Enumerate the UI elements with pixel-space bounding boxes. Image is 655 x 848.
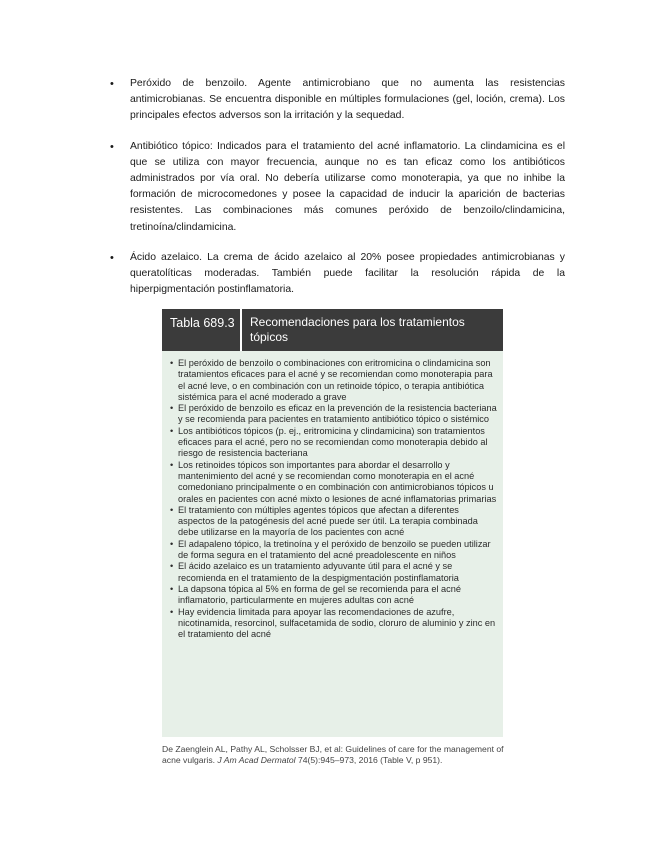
table-source-citation xyxy=(162,744,507,766)
bullet-item-benzoyl-peroxide: • Peróxido de benzoilo. Agente antimicrobiano que no aumenta las resistencias antimicrobianas. Se encuentra disponible en múltiples formulaciones (gel, loción, crema). Los principales efectos adversos son la irritación y la sequedad. xyxy=(110,76,565,125)
table-item: • El ácido azelaico es un tratamiento adyuvante útil para el acné y se recomienda en el tratamiento de la despigmentación postinflamatoria xyxy=(170,561,497,584)
bullet-item-azelaic-acid: • Ácido azelaico. La crema de ácido azelaico al 20% posee propiedades antimicrobianas y queratolíticas moderadas. También puede facilitar la resolución rápida de la hiperpigmentación postinflamatoria. xyxy=(110,250,565,299)
bullet-item-topical-antibiotic: • Antibiótico tópico: Indicados para el tratamiento del acné inflamatorio. La clindamicina es el que se utiliza con mayor frecuencia, aunque no es tan eficaz como los antibióticos administrados por vía oral. No debería utilizarse como monoterapia, ya que no inhibe la formación de microcomedones y posee la capacidad de inducir la aparición de bacterias resistentes. Las combinaciones más comunes peróxido de benzoilo/clindamicina, tretinoína/clindamicina. xyxy=(110,139,565,236)
citation-prefix: De Zaenglein AL, Pathy AL, Scholsser BJ, et al: Guidelines of care for the management of acne vulgaris. xyxy=(162,744,504,765)
table-item: • Los retinoides tópicos son importantes para abordar el desarrollo y mantenimiento del acné y se recomiendan como monoterapia en el acné comedoniano principalmente o en combinación con antimicrobianos tópicos u orales en pacientes con acné mixto o lesiones de acné inflamatorias primarias xyxy=(170,460,497,505)
table-number: Tabla 689.3 xyxy=(162,309,242,351)
table-item: • El peróxido de benzoilo o combinaciones con eritromicina o clindamicina son tratamientos eficaces para el acné y se recomiendan como monoterapia para el acné leve, o en combinación con un retinoide tópico, o terapia antibiótica sistémica para el acné moderado a grave xyxy=(170,358,497,403)
table-item: • El tratamiento con múltiples agentes tópicos que afectan a diferentes aspectos de la patogénesis del acné puede ser útil. La terapia combinada debe utilizarse en la mayoría de los pacientes con acné xyxy=(170,505,497,539)
recommendations-table xyxy=(162,309,503,737)
table-item: • El peróxido de benzoilo es eficaz en la prevención de la resistencia bacteriana y se recomienda para pacientes en tratamiento antibiótico tópico o sistémico xyxy=(170,403,497,426)
table-item: • Los antibióticos tópicos (p. ej., eritromicina y clindamicina) son tratamientos eficaces para el acné, pero no se recomiendan como monoterapia debido al riesgo de resistencia bacteriana xyxy=(170,426,497,460)
table-title: Recomendaciones para los tratamientos tópicos xyxy=(250,315,465,344)
table-item: • Hay evidencia limitada para apoyar las recomendaciones de azufre, nicotinamida, resorcinol, sulfacetamida de sodio, cloruro de aluminio y zinc en el tratamiento del acné xyxy=(170,607,497,641)
table-item: • La dapsona tópica al 5% en forma de gel se recomienda para el acné inflamatorio, particularmente en mujeres adultas con acné xyxy=(170,584,497,607)
table-item: • El adapaleno tópico, la tretinoína y el peróxido de benzoilo se pueden utilizar de forma segura en el tratamiento del acné preadolescente en niños xyxy=(170,539,497,562)
citation-journal: J Am Acad Dermatol xyxy=(217,755,296,765)
table-recommendation-list xyxy=(162,351,503,640)
bullet-list xyxy=(110,76,565,312)
table-header xyxy=(162,309,503,351)
citation-suffix: 74(5):945–973, 2016 (Table V, p 951). xyxy=(297,755,443,765)
